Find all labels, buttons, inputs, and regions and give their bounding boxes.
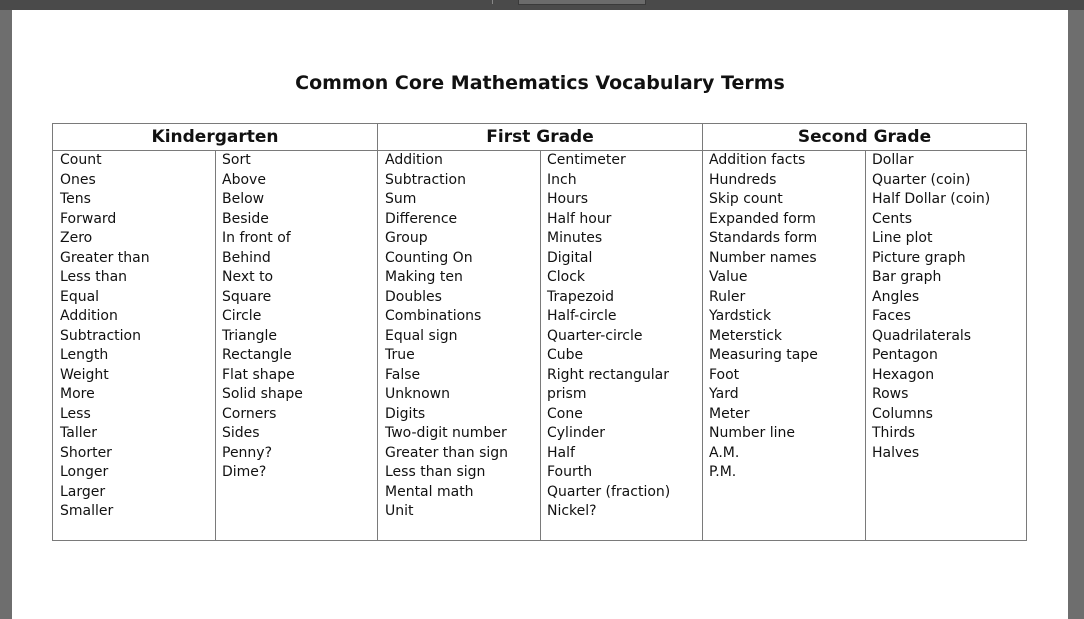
vocabulary-term: Corners [222,405,277,422]
vocabulary-term: Mental math [385,483,474,500]
vocabulary-term: Shorter [60,444,112,461]
vocabulary-term: Cylinder [547,425,605,441]
vocabulary-term: Equal sign [385,327,458,344]
vocabulary-term: Rows [872,386,909,402]
vocabulary-term: Columns [872,405,933,422]
vocabulary-term: Measuring tape [709,347,818,363]
first-grade-column-2 [547,151,670,522]
vocabulary-term: Cube [547,347,584,363]
vocabulary-term: Expanded form [709,210,816,227]
vocabulary-term: Rectangle [222,347,292,363]
vocabulary-term: Quarter (fraction) [547,483,671,500]
page-title: Common Core Mathematics Vocabulary Terms [295,72,785,94]
vocabulary-term: True [385,347,415,363]
vocabulary-term: Picture graph [872,249,966,266]
grade-divider [702,124,703,540]
vocabulary-term: Beside [222,210,269,227]
vocabulary-term: Half [547,444,575,461]
vocabulary-term: Cents [872,210,913,227]
left-gutter [0,10,12,619]
vocabulary-term: Clock [547,269,586,285]
vocabulary-term: Combinations [385,308,482,324]
vocabulary-term: Trapezoid [547,288,615,305]
vocabulary-term: Number line [709,425,795,441]
first-grade-column-1 [385,151,508,522]
vocabulary-table [52,123,1027,541]
vocabulary-term: Count [60,152,102,168]
vocabulary-term: Two-digit number [385,425,507,441]
vocabulary-term: Sum [385,191,417,207]
vocabulary-term: Larger [60,483,106,500]
vocabulary-term: Counting On [385,249,473,266]
vocabulary-term: Dollar [872,152,914,168]
vocabulary-term: Half hour [547,210,612,227]
vocabulary-term: Ruler [709,288,746,305]
vocabulary-term: Doubles [385,288,442,305]
vocabulary-term: Longer [60,464,109,480]
kindergarten-column-2 [222,151,303,483]
vocabulary-term: Yard [709,386,739,402]
toolbar-field[interactable] [518,0,646,5]
vocabulary-term: Zero [60,230,93,246]
vocabulary-term: Unknown [385,386,450,402]
vocabulary-term: Addition [385,152,443,168]
vocabulary-term: Dime? [222,464,267,480]
right-scroll-gutter[interactable] [1068,10,1084,619]
vocabulary-term: Faces [872,308,911,324]
vocabulary-term: Meterstick [709,327,783,344]
vocabulary-term: Yardstick [709,308,772,324]
vocabulary-term: Centimeter [547,152,626,168]
grade-header-kindergarten: Kindergarten [151,127,279,147]
vocabulary-term: Fourth [547,464,593,480]
vocabulary-term: Above [222,171,266,188]
vocabulary-term: More [60,386,95,402]
vocabulary-term: Quadrilaterals [872,327,972,344]
vocabulary-term: Bar graph [872,269,942,285]
toolbar-separator [492,0,501,4]
vocabulary-term: Nickel? [547,503,597,519]
vocabulary-term: Right rectangular [547,366,670,383]
column-divider [540,151,541,540]
vocabulary-term: Value [709,269,748,285]
vocabulary-term: Minutes [547,230,603,246]
vocabulary-term: Next to [222,269,274,285]
vocabulary-term: Angles [872,288,920,305]
viewer-toolbar [0,0,1084,10]
vocabulary-term: Group [385,230,428,246]
vocabulary-term: Solid shape [222,386,303,402]
vocabulary-term: Skip count [709,191,783,207]
vocabulary-term: Circle [222,308,262,324]
vocabulary-term: Ones [60,171,96,188]
vocabulary-term: Number names [709,249,817,266]
vocabulary-term: Thirds [872,425,916,441]
vocabulary-term: Quarter (coin) [872,171,971,188]
vocabulary-term: prism [547,386,587,402]
vocabulary-term: Behind [222,249,271,266]
vocabulary-term: Pentagon [872,347,938,363]
vocabulary-term: Forward [60,210,117,227]
vocabulary-term: Less than sign [385,464,486,480]
vocabulary-term: Taller [60,425,97,441]
vocabulary-term: Difference [385,210,458,227]
vocabulary-term: P.M. [709,464,737,480]
vocabulary-term: Penny? [222,444,273,461]
vocabulary-term: Smaller [60,503,114,519]
vocabulary-term: Weight [60,366,109,383]
vocabulary-term: A.M. [709,444,740,461]
vocabulary-term: Digits [385,405,426,422]
second-grade-column-2 [872,151,990,463]
vocabulary-term: Less [60,405,91,422]
vocabulary-term: Sort [222,152,251,168]
vocabulary-term: Digital [547,249,593,266]
vocabulary-term: Half-circle [547,308,617,324]
vocabulary-term: Foot [709,366,740,383]
vocabulary-term: In front of [222,230,291,246]
grade-header-second-grade: Second Grade [797,127,932,147]
vocabulary-term: Less than [60,269,128,285]
vocabulary-term: Half Dollar (coin) [872,191,991,207]
vocabulary-term: Quarter-circle [547,327,643,344]
column-divider [865,151,866,540]
vocabulary-term: Flat shape [222,366,295,383]
vocabulary-term: Greater than sign [385,444,509,461]
document-page [12,10,1068,619]
vocabulary-term: Inch [547,171,577,188]
table-header-row [53,124,1026,151]
vocabulary-term: Hexagon [872,366,935,383]
vocabulary-term: Unit [385,503,414,519]
vocabulary-term: Length [60,347,109,363]
vocabulary-term: Addition facts [709,152,806,168]
vocabulary-term: Making ten [385,269,463,285]
vocabulary-term: Triangle [222,327,277,344]
grade-header-first-grade: First Grade [486,127,594,147]
vocabulary-term: Greater than [60,249,150,266]
vocabulary-term: Halves [872,444,920,461]
column-divider [215,151,216,540]
vocabulary-term: Cone [547,405,583,422]
vocabulary-term: Square [222,288,272,305]
second-grade-column-1 [709,151,818,483]
vocabulary-term: Subtraction [60,327,141,344]
vocabulary-term: Line plot [872,230,933,246]
vocabulary-term: Hours [547,191,589,207]
kindergarten-column-1 [60,151,150,522]
grade-divider [377,124,378,540]
vocabulary-term: Sides [222,425,260,441]
vocabulary-term: Tens [60,191,91,207]
vocabulary-term: Hundreds [709,171,777,188]
vocabulary-term: Meter [709,405,750,422]
vocabulary-term: Below [222,191,265,207]
vocabulary-term: Addition [60,308,118,324]
vocabulary-term: Standards form [709,230,818,246]
vocabulary-term: Subtraction [385,171,466,188]
vocabulary-term: False [385,366,421,383]
vocabulary-term: Equal [60,288,100,305]
